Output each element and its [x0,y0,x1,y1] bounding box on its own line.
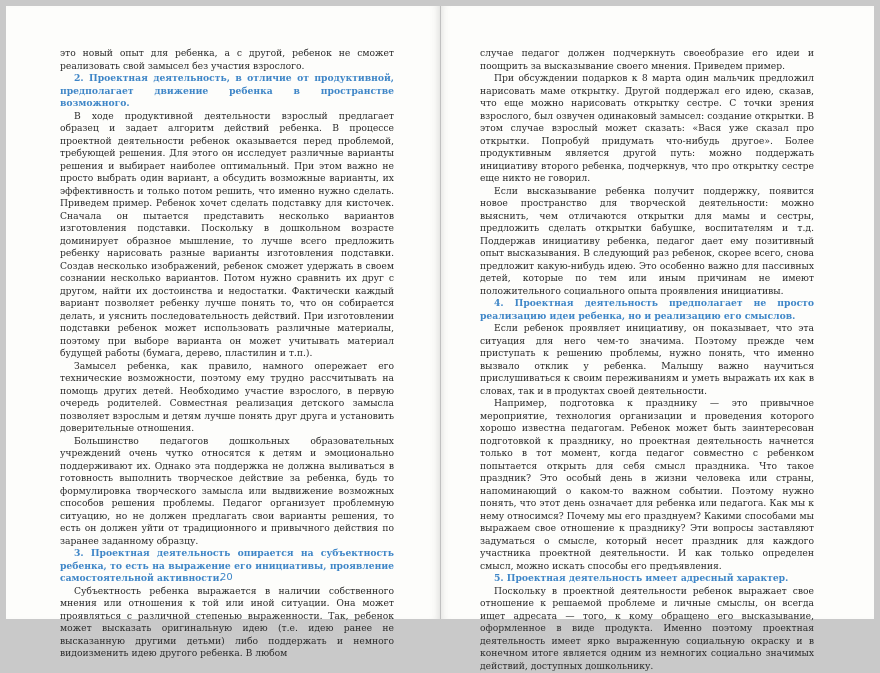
left-page-text [60,48,394,661]
paragraph: Субъектность ребенка выражается в наличии собственного мнения или отношения к той или иной ситуации. Она может проявляться с различной степенью выраженности. Так, ребенок может высказать оригинальную идею (т.е. идею ранее не высказанную другими детьми) либо поддержать и немного видоизменить идею другого ребенка. В любом [60,586,394,661]
paragraph: случае педагог должен подчеркнуть своеобразие его идеи и поощрить за высказывание своего мнения. Приведем пример. [480,48,814,73]
paragraph: В ходе продуктивной деятельности взрослый предлагает образец и задает алгоритм действий ребенка. В процессе проектной деятельности ребенок оказывается перед проблемой, требующей решения. Для этого он исследует различные варианты решения и выбирает наиболее оптимальный. При этом важно не просто выбрать один вариант, а обсудить возможные варианты, их эффективность и только потом решить, что именно нужно сделать. Приведем пример. Ребенок хочет сделать подставку для кисточек. Сначала он пытается представить несколько вариантов изготовления подставки. Поскольку в дошкольном возрасте доминирует образное мышление, то лучше всего предложить ребенку нарисовать разные варианты изготовления подставки. Создав несколько изображений, ребенок сможет удержать в своем сознании несколько вариантов. Потом нужно сравнить их друг с другом, найти их достоинства и недостатки. Фактически каждый вариант позволяет ребенку лучше понять то, что он собирается делать, и уяснить последовательность действий. При изготовлении подставки ребенок может использовать различные материалы, поэтому при выборе варианта он может учитывать материал будущей работы (бумага, дерево, пластилин и т.п.). [60,111,394,361]
section-heading: 3. Проектная деятельность опирается на субъектность ребенка, то есть на выражение его инициативы, проявление самостоятельной активности. [60,548,394,586]
section-heading: 4. Проектная деятельность предполагает не просто реализацию идеи ребенка, но и реализацию его смыслов. [480,298,814,323]
right-page [440,6,874,619]
paragraph: Большинство педагогов дошкольных образовательных учреждений очень чутко относятся к детям и эмоционально поддерживают их. Однако эта поддержка не должна выливаться в готовность выполнить творческое действие за ребенка, будь то формулировка творческого замысла или выдвижение возможных способов решения проблемы. Педагог организует проблемную ситуацию, но не должен предлагать свои варианты решения, то есть он должен уйти от традиционного и привычного действия по заранее заданному образцу. [60,436,394,549]
paragraph: При обсуждении подарков к 8 марта один мальчик предложил нарисовать маме открытку. Другой поддержал его идею, сказав, что еще можно нарисовать открытку сестре. С точки зрения взрослого, был озвучен одинаковый замысел: создание открытки. В этом случае взрослый может сказать: «Вася уже сказал про открытки. Попробуй придумать что-нибудь другое». Более продуктивным является другой путь: можно поддержать инициативу второго ребенка, подчеркнув, что про открытку сестре еще никто не говорил. [480,73,814,186]
section-heading: 5. Проектная деятельность имеет адресный характер. [480,573,814,586]
paragraph: Например, подготовка к празднику — это привычное мероприятие, технология организации и проведения которого хорошо известна педагогам. Ребенок может быть заинтересован подготовкой к празднику, но проектная деятельность начнется только в тот момент, когда педагог совместно с ребенком попытается открыть для себя смысл праздника. Что такое праздник? Это особый день в жизни человека или страны, напоминающий о каком-то важном событии. Поэтому нужно понять, что этот день означает для ребенка или педагога. Как мы к нему относимся? Почему мы его празднуем? Какими способами мы выражаем свое отношение к празднику? Эти вопросы заставляют задуматься о смысле, который несет праздник для каждого участника проектной деятельности. И как только определен смысл, можно искать способы его предъявления. [480,398,814,573]
section-heading: 2. Проектная деятельность, в отличие от продуктивной, предполагает движение ребенка в пространстве возможного. [60,73,394,111]
right-page-text [480,48,814,673]
paragraph: Если ребенок проявляет инициативу, он показывает, что эта ситуация для него чем-то значима. Поэтому прежде чем приступать к решению проблемы, нужно понять, что именно вызвало отклик у ребенка. Малышу важно научиться прислушиваться к своим переживаниям и уметь выражать их как в словах, так и в продуктах своей деятельности. [480,323,814,398]
paragraph: это новый опыт для ребенка, а с другой, ребенок не сможет реализовать свой замысел без участия взрослого. [60,48,394,73]
book-spread [6,6,874,619]
left-page [6,6,441,619]
page-number: 20 [220,572,233,583]
paragraph: Если высказывание ребенка получит поддержку, появится новое пространство для творческой деятельности: можно выяснить, чем отличаются открытки для мамы и сестры, предложить сделать открытки бабушке, воспитателям и т.д. Поддержав инициативу ребенка, педагог дает ему позитивный опыт высказывания. В следующий раз ребенок, скорее всего, снова предложит какую-нибудь идею. Это особенно важно для пассивных детей, которые по тем или иным причинам не имеют положительного социального опыта проявления инициативы. [480,186,814,299]
paragraph: Замысел ребенка, как правило, намного опережает его технические возможности, поэтому ему трудно рассчитывать на помощь других детей. Необходимо участие взрослого, в первую очередь родителей. Совместная реализация детского замысла позволяет взрослым и детям лучше понять друг друга и установить доверительные отношения. [60,361,394,436]
paragraph: Поскольку в проектной деятельности ребенок выражает свое отношение к решаемой проблеме и личные смыслы, он всегда ищет адресата — того, к кому обращено его высказывание, оформленное в виде продукта. Именно поэтому проектная деятельность имеет ярко выраженную социальную окраску и в конечном итоге является одним из немногих социально значимых действий, доступных дошкольнику. [480,586,814,673]
